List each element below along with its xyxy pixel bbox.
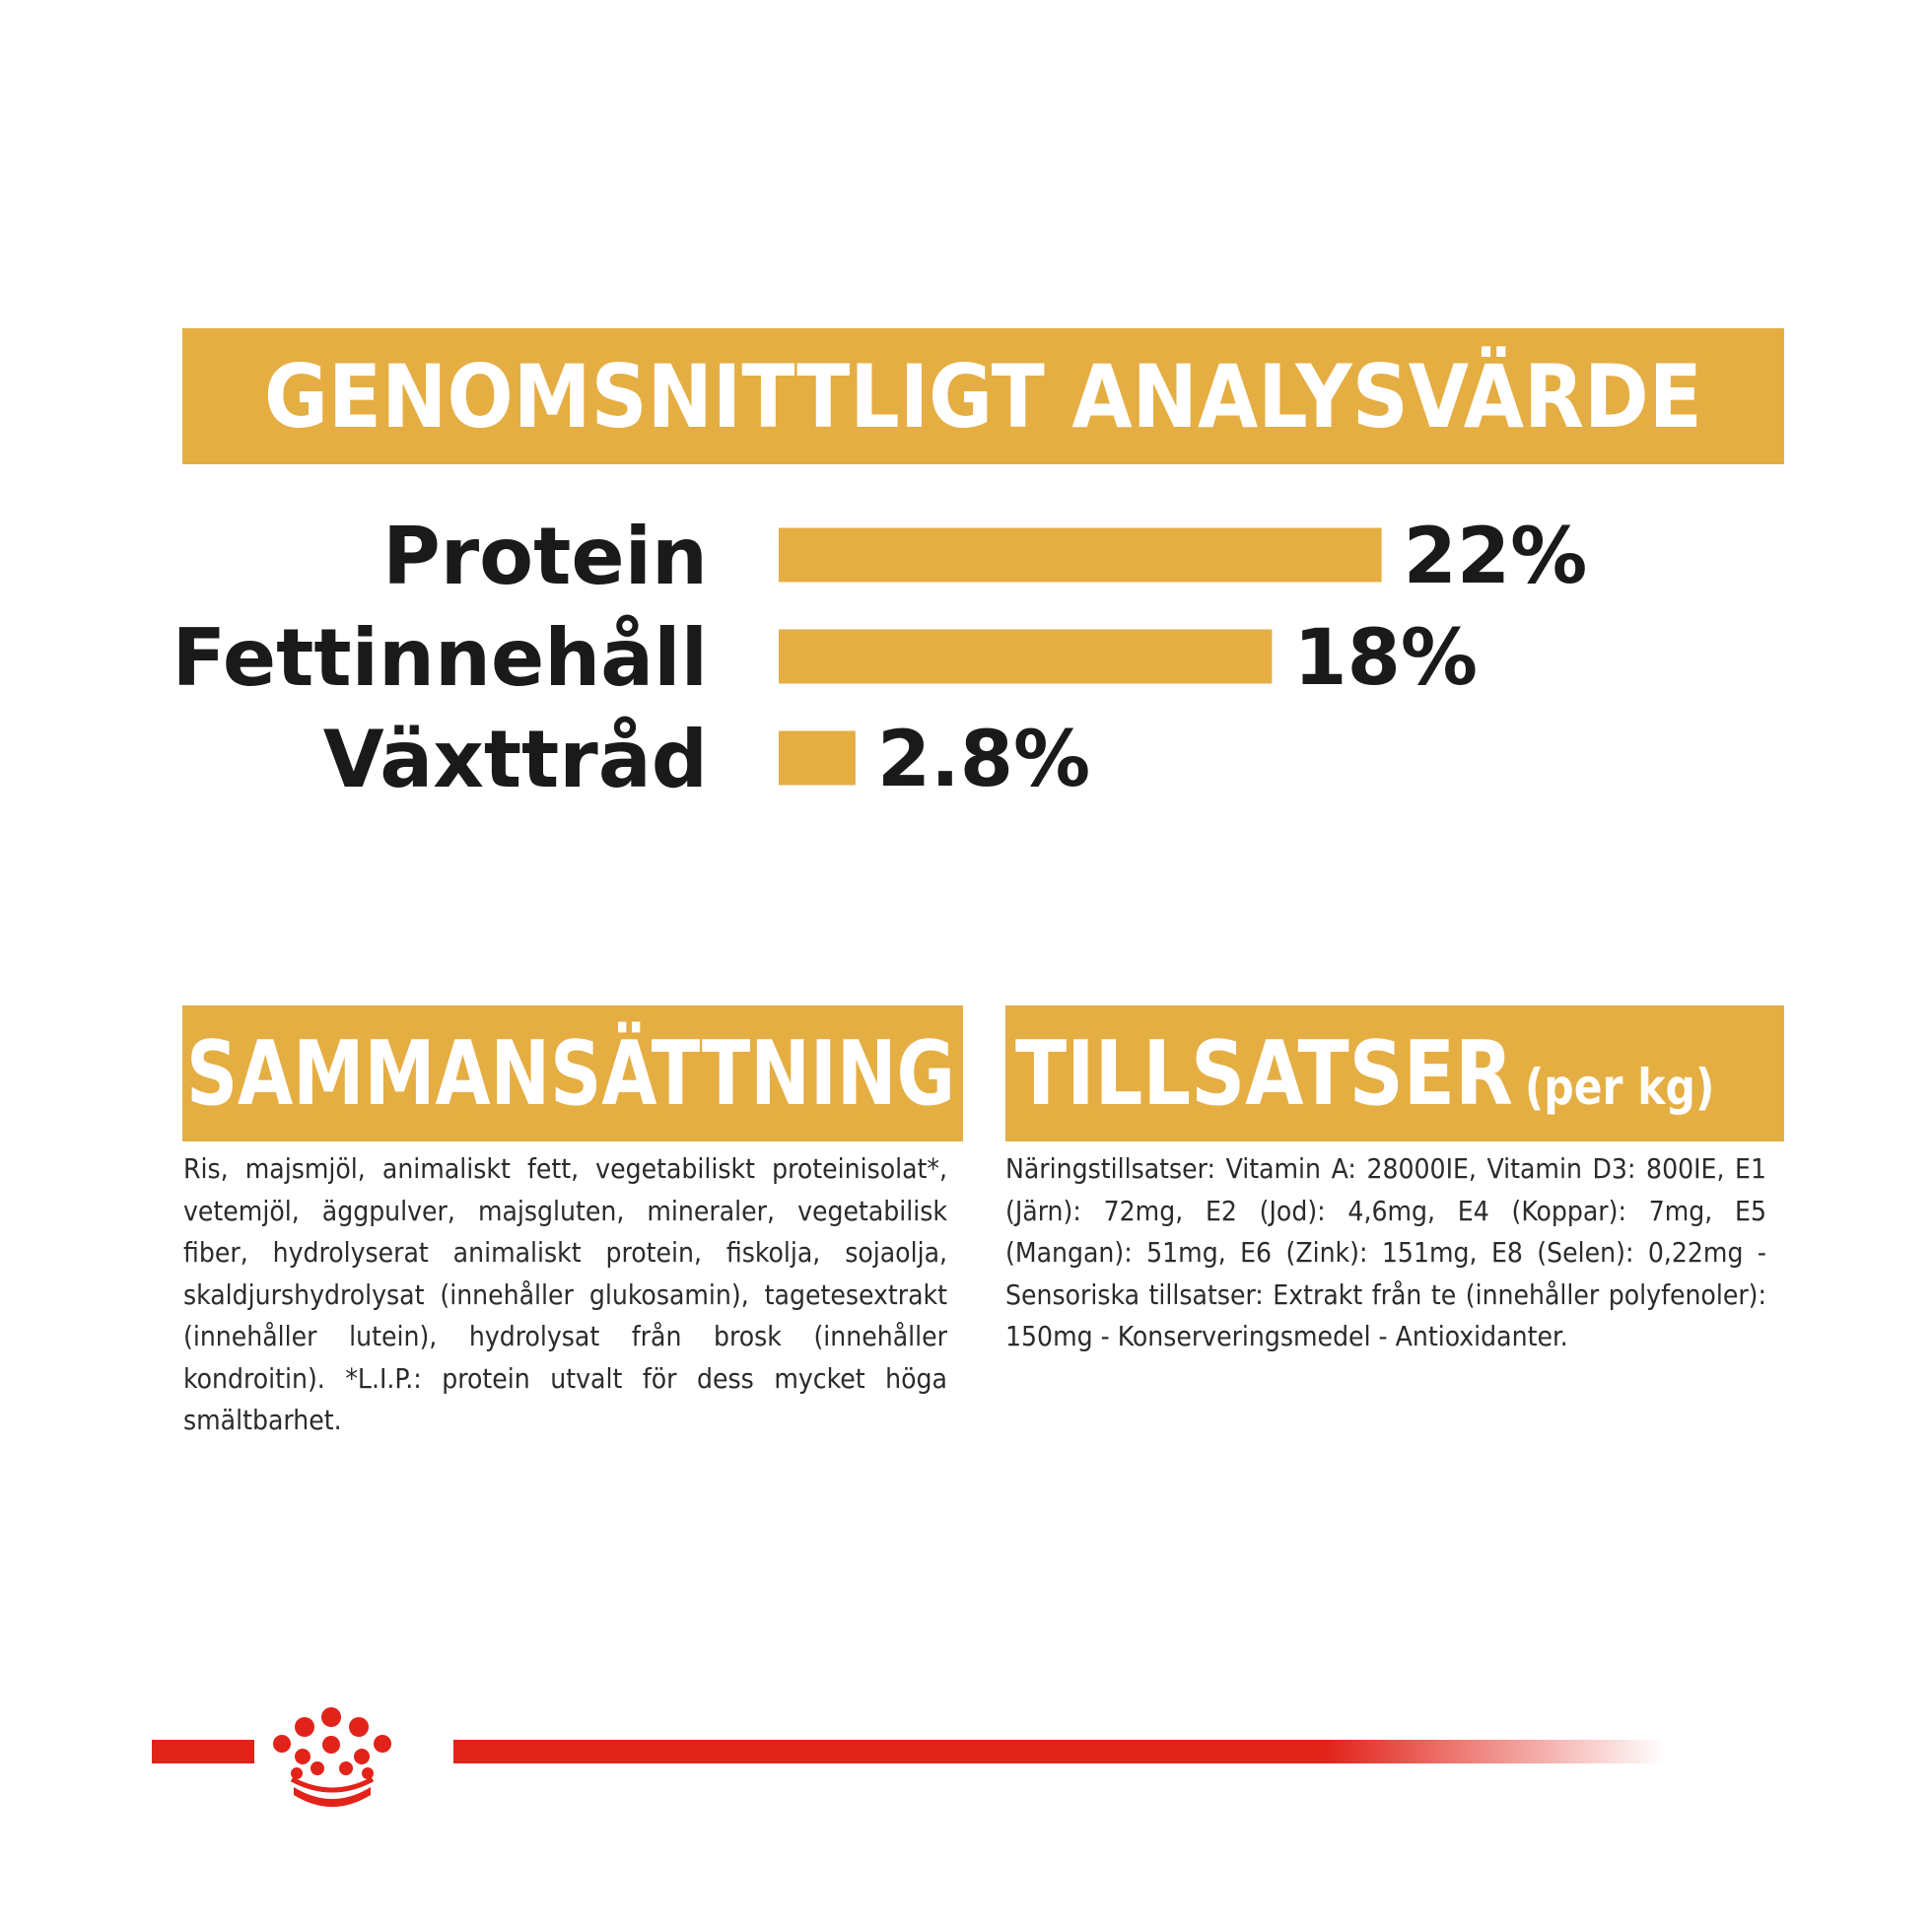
bar (779, 630, 1272, 684)
additives-title-wrap (1015, 1022, 1714, 1126)
composition-title: SAMMANSÄTTNING (186, 1021, 955, 1126)
analysis-title-banner (182, 328, 1784, 464)
additives-title-suffix: (per kg) (1524, 1058, 1715, 1116)
additives-title-banner (1005, 1005, 1784, 1141)
bar-value-label: 18% (1293, 614, 1479, 703)
bar-label: Fettinnehåll (172, 612, 708, 704)
crown-icon (273, 1707, 391, 1807)
bar-value-label: 2.8% (876, 716, 1091, 804)
bar-label: Växttråd (322, 714, 708, 805)
bar-label: Protein (382, 511, 708, 602)
additives-title: TILLSATSER (1015, 1021, 1513, 1126)
analysis-title: GENOMSNITTLIGT ANALYSVÄRDE (264, 345, 1702, 448)
brand-stripe-right (453, 1740, 1666, 1763)
composition-title-banner (182, 1005, 963, 1141)
bar (779, 731, 856, 786)
brand-footer (148, 1690, 1725, 1809)
analysis-bar-chart (0, 493, 1932, 818)
bar-value-label: 22% (1403, 513, 1588, 601)
additives-text: Näringstillsatser: Vitamin A: 28000IE, Vitamin D3: 800IE, E1 (Järn): 72mg, E2 (Jod): 4,6mg, E4 (Koppar): 7mg, E5 (Mangan): 51mg, E6 (Zink): 151mg, E8 (Selen): 0,22mg - Sensoriska tillsatser: Extrakt från te (innehåller polyfenoler): 150mg - Konserveringsmedel - Antioxidanter. (1005, 1152, 1766, 1352)
composition-text: Ris, majsmjöl, animaliskt fett, vegetabiliskt proteinisolat*, vetemjöl, äggpulver, majsgluten, mineraler, vegetabilisk fiber, hydrolyserat animaliskt protein, fiskolja, sojaolja, skaldjurshydrolysat (innehåller glukosamin), tagetesextrakt (innehåller lutein), hydrolysat från brosk (innehåller kondroitin). *L.I.P.: protein utvalt för dess mycket höga smältbarhet. (183, 1152, 947, 1436)
brand-stripe-left (152, 1740, 254, 1763)
bar (779, 528, 1382, 583)
